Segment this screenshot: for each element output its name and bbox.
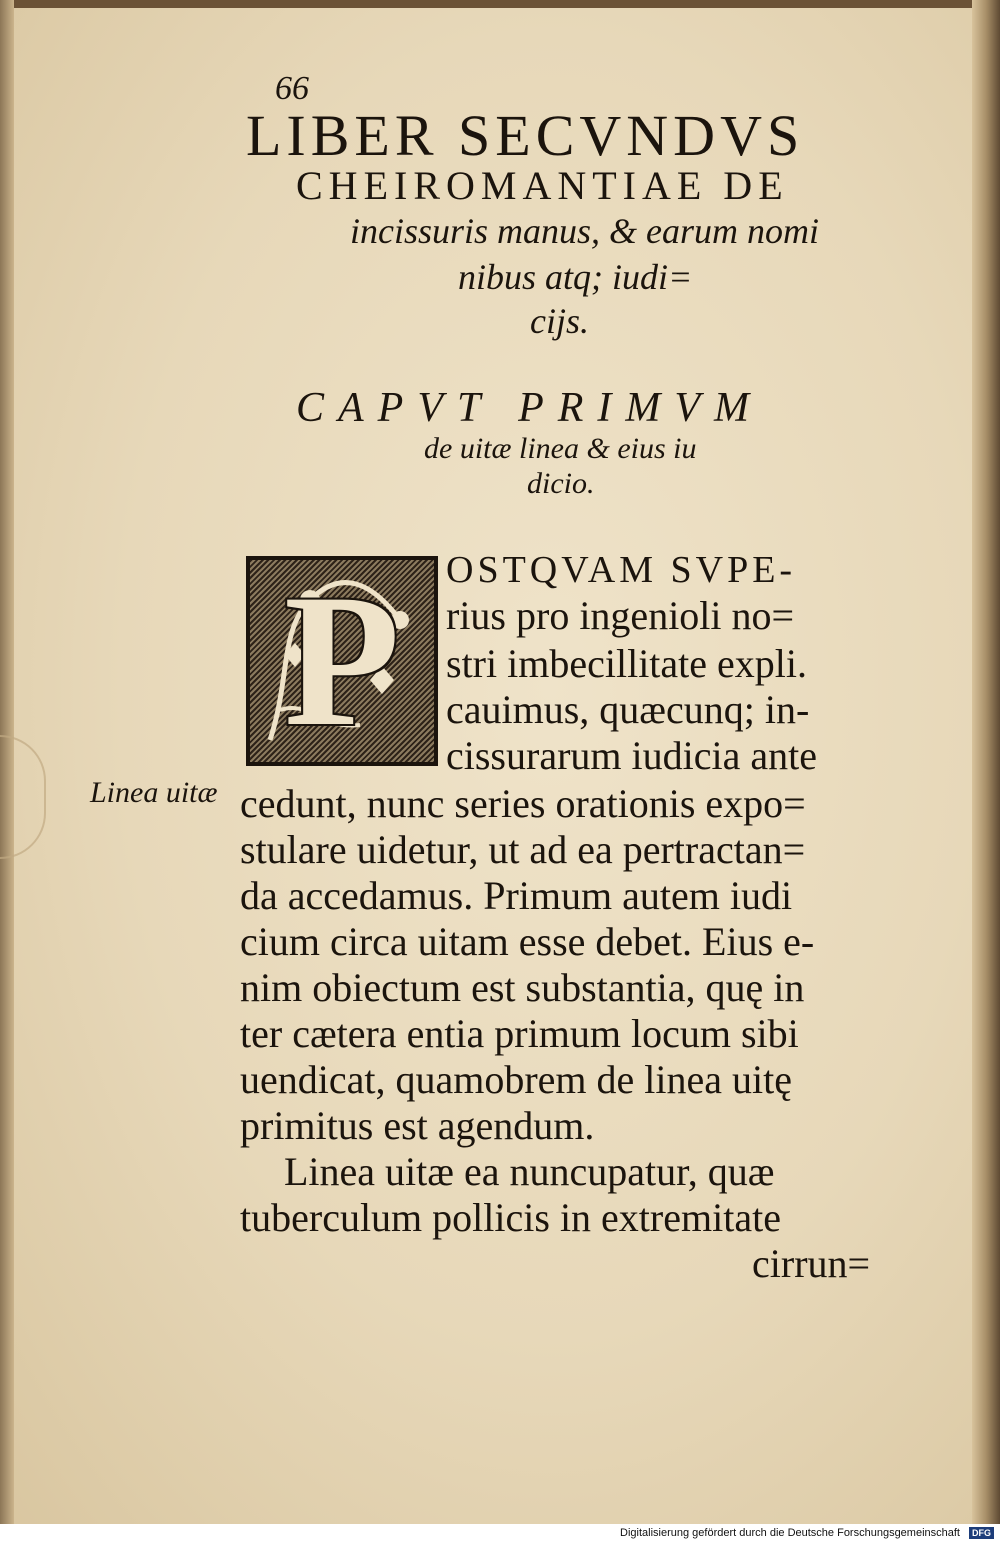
body-line: stulare uidetur, ut ad ea pertractan= [240,827,806,872]
body-line: tuberculum pollicis in extremitate [240,1195,781,1240]
margin-note: Linea uitæ [90,776,218,809]
title-line-4: nibus atq; iudi= [458,257,693,297]
title-line-3: incissuris manus, & earum nomi [350,211,820,251]
body-line: cissurarum iudicia ante [446,733,817,778]
body-line: OSTQVAM SVPE- [446,549,797,591]
dfg-logo: DFG [969,1527,994,1539]
chapter-heading: CAPVT PRIMVM [296,385,764,431]
body-line: da accedamus. Primum autem iudi [240,873,793,918]
body-line: primitus est agendum. [240,1103,595,1148]
body-line: Linea uitæ ea nuncupatur, quæ [284,1149,775,1194]
title-line-1: LIBER SECVNDVS [246,103,805,168]
body-line: nim obiectum est substantia, quę in [240,965,805,1010]
body-line: cirrun= [752,1241,871,1286]
digitization-footer [0,1524,1000,1544]
page-top-edge [0,0,1000,8]
body-line: uendicat, quamobrem de linea uitę [240,1057,793,1102]
body-line: rius pro ingenioli no= [446,593,795,638]
funding-credit: Digitalisierung gefördert durch die Deutsche Forschungsgemeinschaft [620,1527,960,1539]
initial-letter: P [283,556,401,766]
body-line: cium circa uitam esse debet. Eius e- [240,919,815,964]
chapter-subtitle-1: de uitæ linea & eius iu [424,432,697,465]
title-line-5: cijs. [530,301,589,341]
body-line: cauimus, quæcunq; in- [446,687,810,732]
page-number: 66 [275,70,309,107]
body-line: stri imbecillitate expli. [446,641,808,686]
paper-fold-mark [0,735,46,859]
decorated-initial [246,556,438,766]
page-right-edge [972,0,1000,1524]
body-line: cedunt, nunc series orationis expo= [240,781,806,826]
title-line-2: CHEIROMANTIAE DE [296,163,789,208]
body-line: ter cætera entia primum locum sibi [240,1011,799,1056]
chapter-subtitle-2: dicio. [527,467,595,500]
